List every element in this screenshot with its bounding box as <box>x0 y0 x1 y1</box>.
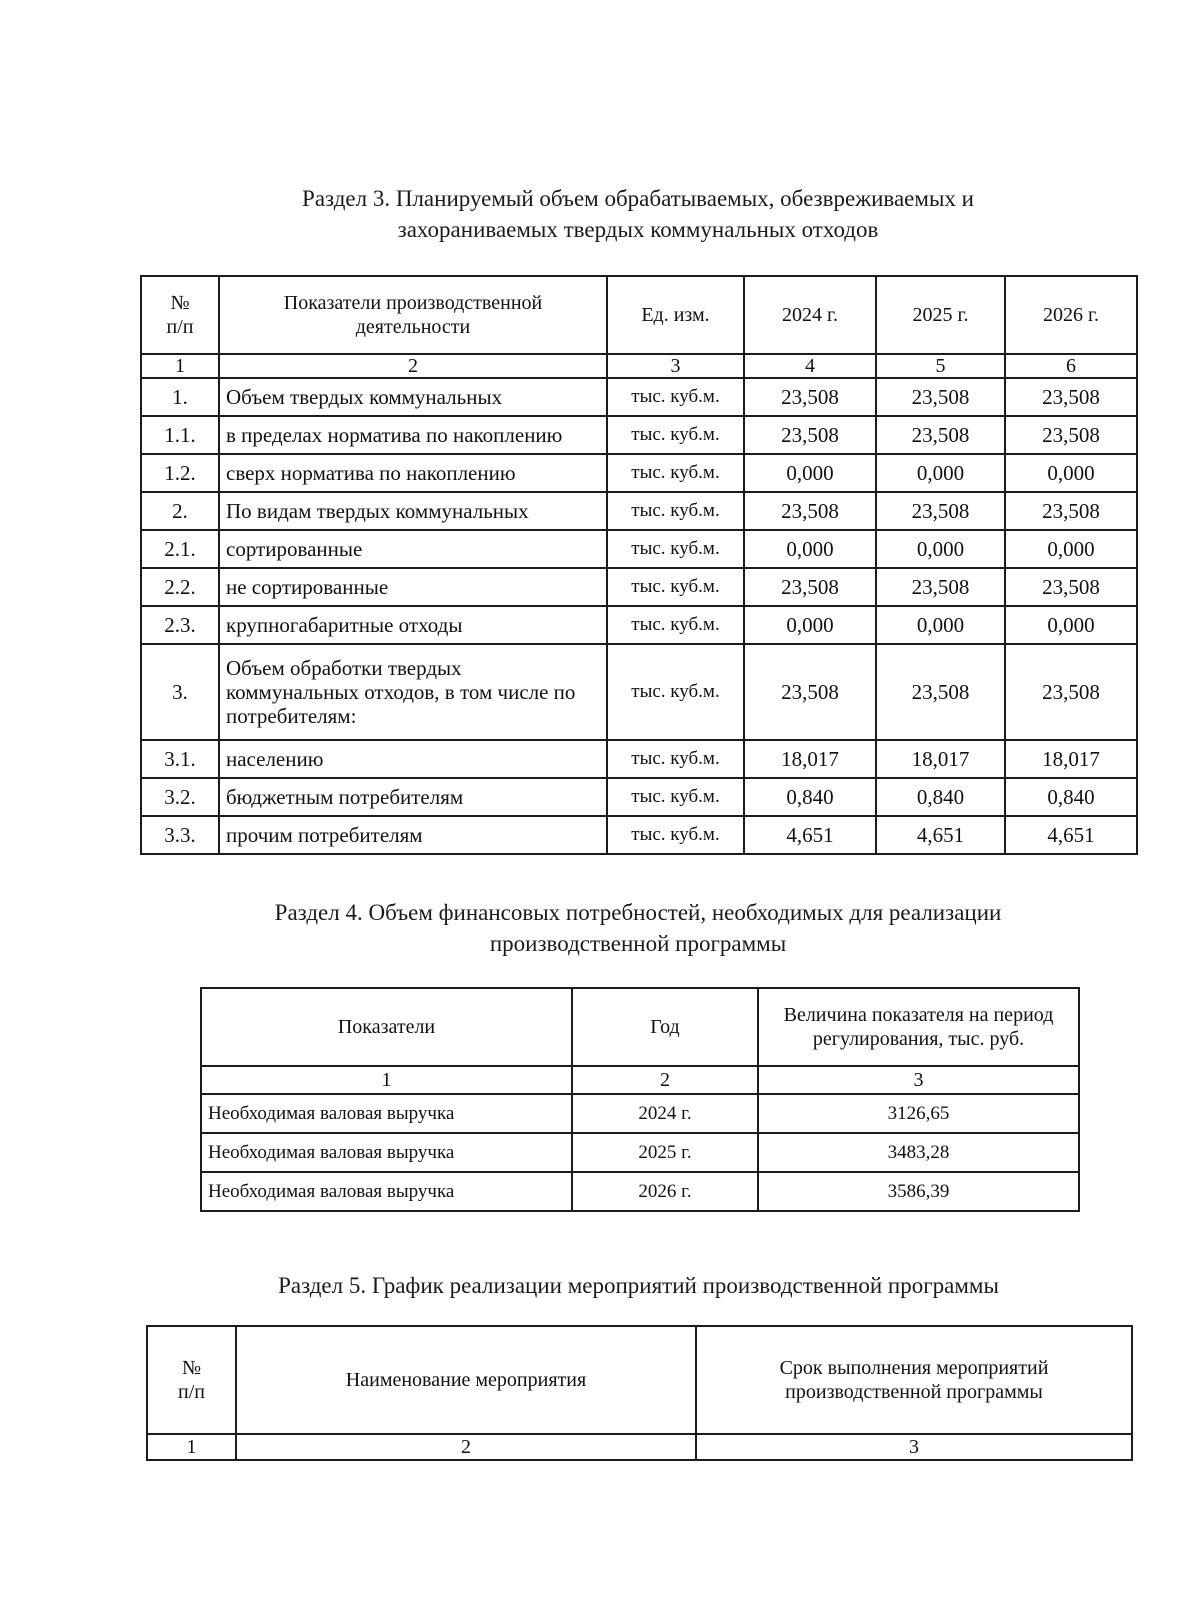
row-indicator: сверх норматива по накоплению <box>219 454 607 492</box>
col-number: 1 <box>201 1066 572 1094</box>
row-value-2026: 23,508 <box>1005 492 1137 530</box>
row-indicator: в пределах норматива по накоплению <box>219 416 607 454</box>
header-value: Величина показателя на период регулирования, тыс. руб. <box>758 988 1079 1066</box>
header-2024: 2024 г. <box>744 276 876 354</box>
column-numbers-row <box>147 1434 1132 1460</box>
row-indicator: Необходимая валовая выручка <box>201 1172 572 1211</box>
row-value-2025: 23,508 <box>876 416 1005 454</box>
header-num-line2: п/п <box>166 316 194 338</box>
col-number: 2 <box>572 1066 758 1094</box>
section5-title-line: Раздел 5. График реализации мероприятий производственной программы <box>278 1273 999 1298</box>
row-value: 3483,28 <box>758 1133 1079 1172</box>
row-unit: тыс. куб.м. <box>607 416 744 454</box>
header-num <box>147 1326 236 1434</box>
row-value-2026: 18,017 <box>1005 740 1137 778</box>
column-numbers-row <box>141 354 1137 378</box>
row-number: 3.2. <box>141 778 219 816</box>
table-row <box>141 530 1137 568</box>
table-row <box>201 1172 1079 1211</box>
table-row <box>201 1133 1079 1172</box>
row-value-2024: 23,508 <box>744 492 876 530</box>
row-indicator: прочим потребителям <box>219 816 607 854</box>
col-number: 2 <box>219 354 607 378</box>
section5-table <box>146 1325 1133 1461</box>
row-unit: тыс. куб.м. <box>607 492 744 530</box>
row-year: 2026 г. <box>572 1172 758 1211</box>
table-row <box>141 492 1137 530</box>
section4-body <box>201 1094 1079 1211</box>
table-row <box>141 606 1137 644</box>
row-value-2026: 0,000 <box>1005 606 1137 644</box>
header-year: Год <box>572 988 758 1066</box>
row-unit: тыс. куб.м. <box>607 644 744 740</box>
row-value-2024: 0,000 <box>744 454 876 492</box>
row-number: 2.1. <box>141 530 219 568</box>
row-value-2024: 0,840 <box>744 778 876 816</box>
col-number: 6 <box>1005 354 1137 378</box>
header-num-line1: № <box>170 292 190 314</box>
row-value-2025: 0,000 <box>876 530 1005 568</box>
section3-title-line1: Раздел 3. Планируемый объем обрабатываемых, обезвреживаемых и <box>302 186 974 211</box>
row-indicator: крупногабаритные отходы <box>219 606 607 644</box>
row-value-2025: 0,840 <box>876 778 1005 816</box>
row-value-2024: 0,000 <box>744 530 876 568</box>
row-value-2024: 23,508 <box>744 568 876 606</box>
table-row <box>141 568 1137 606</box>
row-unit: тыс. куб.м. <box>607 778 744 816</box>
row-value-2025: 23,508 <box>876 644 1005 740</box>
section3-title-line2: захораниваемых твердых коммунальных отходов <box>397 217 879 242</box>
row-value-2026: 0,840 <box>1005 778 1137 816</box>
row-indicator: Необходимая валовая выручка <box>201 1133 572 1172</box>
table-row <box>141 378 1137 416</box>
row-unit: тыс. куб.м. <box>607 816 744 854</box>
header-num <box>141 276 219 354</box>
row-value-2024: 18,017 <box>744 740 876 778</box>
row-value-2026: 23,508 <box>1005 644 1137 740</box>
col-number: 4 <box>744 354 876 378</box>
table-row <box>141 454 1137 492</box>
table-header-row <box>141 276 1137 354</box>
row-number: 2. <box>141 492 219 530</box>
row-indicator: сортированные <box>219 530 607 568</box>
row-year: 2024 г. <box>572 1094 758 1133</box>
row-number: 1. <box>141 378 219 416</box>
header-event: Наименование мероприятия <box>236 1326 696 1434</box>
col-number: 3 <box>758 1066 1079 1094</box>
row-number: 3.3. <box>141 816 219 854</box>
table-row <box>141 778 1137 816</box>
row-unit: тыс. куб.м. <box>607 378 744 416</box>
row-value-2026: 23,508 <box>1005 378 1137 416</box>
row-indicator: не сортированные <box>219 568 607 606</box>
row-number: 2.2. <box>141 568 219 606</box>
header-2026: 2026 г. <box>1005 276 1137 354</box>
table-row <box>141 416 1137 454</box>
row-value-2024: 23,508 <box>744 416 876 454</box>
section4-title-line2: производственной программы <box>489 931 787 956</box>
section4-title <box>140 897 1136 959</box>
row-value-2026: 0,000 <box>1005 454 1137 492</box>
row-value-2024: 4,651 <box>744 816 876 854</box>
col-number: 3 <box>696 1434 1132 1460</box>
row-value-2026: 23,508 <box>1005 568 1137 606</box>
row-indicator: Необходимая валовая выручка <box>201 1094 572 1133</box>
section4-title-line1: Раздел 4. Объем финансовых потребностей, необходимых для реализации <box>274 900 1002 925</box>
row-number: 3. <box>141 644 219 740</box>
row-number: 2.3. <box>141 606 219 644</box>
row-value-2025: 23,508 <box>876 492 1005 530</box>
row-value-2025: 4,651 <box>876 816 1005 854</box>
header-2025: 2025 г. <box>876 276 1005 354</box>
row-unit: тыс. куб.м. <box>607 530 744 568</box>
table-row <box>141 740 1137 778</box>
section3-title <box>140 183 1136 245</box>
header-num-line2: п/п <box>178 1381 205 1403</box>
row-value-2025: 18,017 <box>876 740 1005 778</box>
section4-table <box>200 987 1080 1212</box>
row-value-2025: 0,000 <box>876 454 1005 492</box>
header-indicators: Показатели <box>201 988 572 1066</box>
row-indicator: Объем обработки твердых коммунальных отходов, в том числе по потребителям: <box>219 644 607 740</box>
row-value: 3586,39 <box>758 1172 1079 1211</box>
col-number: 5 <box>876 354 1005 378</box>
row-indicator: бюджетным потребителям <box>219 778 607 816</box>
table-row <box>141 816 1137 854</box>
row-value-2025: 23,508 <box>876 378 1005 416</box>
row-value-2026: 0,000 <box>1005 530 1137 568</box>
row-indicator: населению <box>219 740 607 778</box>
row-indicator: Объем твердых коммунальных <box>219 378 607 416</box>
row-number: 1.2. <box>141 454 219 492</box>
col-number: 1 <box>141 354 219 378</box>
table-row <box>201 1094 1079 1133</box>
row-value-2026: 23,508 <box>1005 416 1137 454</box>
row-value-2024: 23,508 <box>744 644 876 740</box>
table-row <box>141 644 1137 740</box>
section5-title <box>146 1270 1131 1301</box>
row-value-2025: 0,000 <box>876 606 1005 644</box>
header-deadline: Срок выполнения мероприятий производственной программы <box>696 1326 1132 1434</box>
row-unit: тыс. куб.м. <box>607 740 744 778</box>
row-indicator: По видам твердых коммунальных <box>219 492 607 530</box>
header-indicator: Показатели производственной деятельности <box>219 276 607 354</box>
row-year: 2025 г. <box>572 1133 758 1172</box>
header-num-line1: № <box>181 1357 202 1379</box>
col-number: 1 <box>147 1434 236 1460</box>
row-unit: тыс. куб.м. <box>607 568 744 606</box>
row-number: 3.1. <box>141 740 219 778</box>
col-number: 3 <box>607 354 744 378</box>
table-header-row <box>201 988 1079 1066</box>
row-value-2025: 23,508 <box>876 568 1005 606</box>
row-number: 1.1. <box>141 416 219 454</box>
row-value-2026: 4,651 <box>1005 816 1137 854</box>
row-value-2024: 0,000 <box>744 606 876 644</box>
section3-body <box>141 378 1137 854</box>
row-value: 3126,65 <box>758 1094 1079 1133</box>
row-unit: тыс. куб.м. <box>607 454 744 492</box>
column-numbers-row <box>201 1066 1079 1094</box>
table-header-row <box>147 1326 1132 1434</box>
section3-table <box>140 275 1138 855</box>
row-unit: тыс. куб.м. <box>607 606 744 644</box>
col-number: 2 <box>236 1434 696 1460</box>
header-unit: Ед. изм. <box>607 276 744 354</box>
row-value-2024: 23,508 <box>744 378 876 416</box>
